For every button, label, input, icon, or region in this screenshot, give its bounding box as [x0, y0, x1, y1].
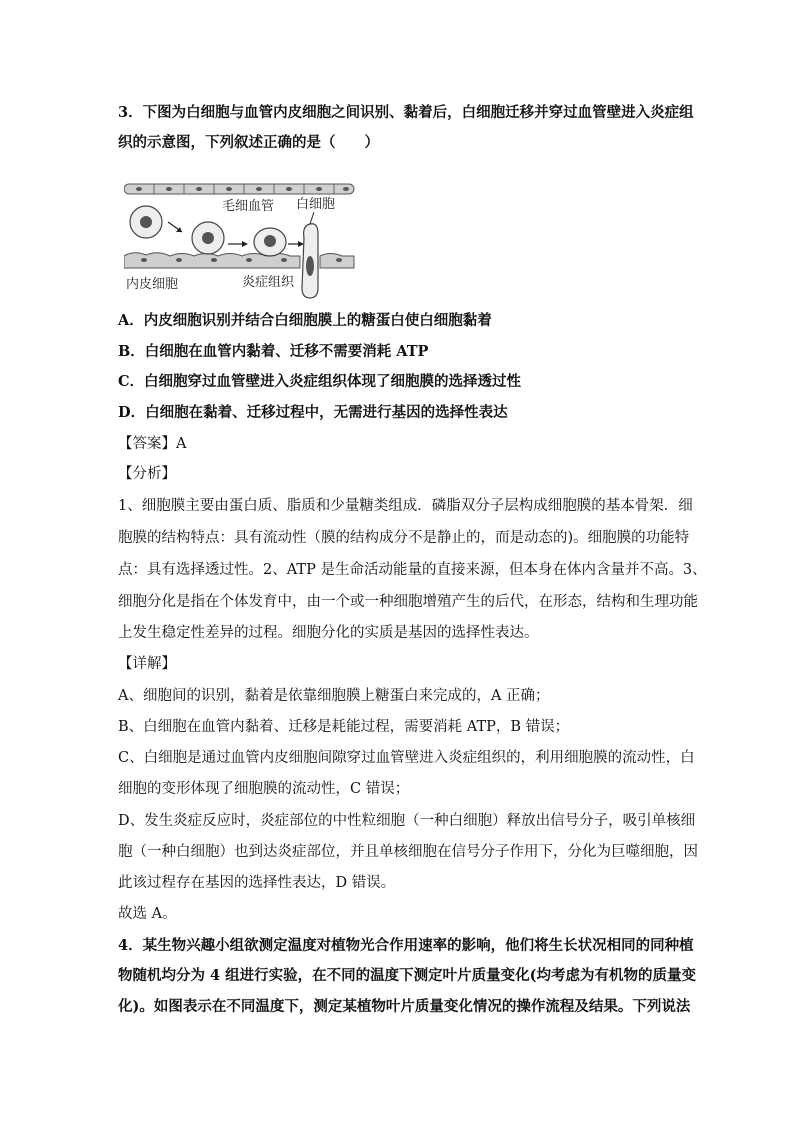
leukocyte-adhered	[254, 228, 286, 256]
analysis-heading: 【分析】	[118, 466, 176, 482]
conclusion: 故选 A。	[118, 906, 177, 922]
detail-c-line-1: C、白细胞是通过血管内皮细胞间隙穿过血管壁进入炎症组织的，利用细胞膜的流动性，白	[118, 750, 695, 766]
q4-stem-line-3: 化)。如图表示在不同温度下，测定某植物叶片质量变化情况的操作流程及结果。下列说法	[118, 998, 691, 1015]
detail-d-line-3: 此该过程存在基因的选择性表达，D 错误。	[118, 875, 396, 891]
leukocyte-free	[130, 206, 162, 238]
analysis-line-2: 胞膜的结构特点：具有流动性（膜的结构成分不是静止的，而是动态的)。细胞膜的功能特	[118, 530, 690, 546]
q3-option-c: C．白细胞穿过血管壁进入炎症组织体现了细胞膜的选择透过性	[118, 373, 522, 390]
analysis-line-4: 细胞分化是指在个体发育中，由一个或一种细胞增殖产生的后代，在形态，结构和生理功能	[118, 594, 698, 610]
q3-option-d: D．白细胞在黏着、迁移过程中，无需进行基因的选择性表达	[118, 404, 508, 421]
leukocyte-rolling	[192, 222, 224, 254]
label-leukocyte: 白细胞	[296, 197, 336, 212]
q4-stem-line-2: 物随机均分为 4 组进行实验，在不同的温度下测定叶片质量变化(均考虑为有机物的质量变	[118, 967, 697, 984]
detail-d-line-1: D、发生炎症反应时，炎症部位的中性粒细胞（一种白细胞）释放出信号分子，吸引单核细	[118, 813, 696, 829]
detail-c-line-2: 细胞的变形体现了细胞膜的流动性，C 错误；	[118, 781, 410, 797]
capillary-leukocyte-figure	[124, 176, 356, 300]
figure-svg	[124, 176, 356, 300]
top-vessel-wall	[124, 184, 354, 194]
label-capillary: 毛细血管	[222, 199, 275, 214]
analysis-line-5: 上发生稳定性差异的过程。细胞分化的实质是基因的选择性表达。	[118, 625, 539, 641]
leukocyte-pointer	[310, 212, 314, 224]
leukocyte-transmigrating	[302, 224, 318, 298]
detail-d-line-2: 胞（一种白细胞）也到达炎症部位，并且单核细胞在信号分子作用下，分化为巨噬细胞，因	[118, 844, 698, 860]
q4-stem-line-1: 4．某生物兴趣小组欲测定温度对植物光合作用速率的影响，他们将生长状况相同的同种植	[118, 937, 694, 954]
q3-stem-line-1: 3．下图为白细胞与血管内皮细胞之间识别、黏着后，白细胞迁移并穿过血管壁进入炎症组	[118, 104, 694, 121]
detail-b: B、白细胞在血管内黏着、迁移是耗能过程，需要消耗 ATP，B 错误；	[118, 719, 570, 735]
q3-stem-line-2: 织的示意图，下列叙述正确的是（ ）	[118, 134, 379, 151]
analysis-line-1: 1、细胞膜主要由蛋白质、脂质和少量糖类组成．磷脂双分子层构成细胞膜的基本骨架．细	[118, 498, 693, 514]
q3-option-a: A．内皮细胞识别并结合白细胞膜上的糖蛋白使白细胞黏着	[118, 312, 492, 329]
detail-heading: 【详解】	[118, 656, 176, 672]
q3-answer: 【答案】A	[118, 436, 187, 452]
label-endothelial: 内皮细胞	[126, 277, 179, 292]
label-inflamed-tissue: 炎症组织	[242, 275, 295, 290]
arrow-2-head	[242, 241, 248, 247]
detail-a: A、细胞间的识别，黏着是依靠细胞膜上糖蛋白来完成的，A 正确；	[118, 688, 550, 704]
analysis-line-3: 点：具有选择透过性。2、ATP 是生命活动能量的直接来源，但本身在体内含量并不高。3、	[118, 562, 707, 578]
q3-option-b: B．白细胞在血管内黏着、迁移不需要消耗 ATP	[118, 343, 429, 360]
bottom-vessel-wall	[124, 253, 354, 268]
